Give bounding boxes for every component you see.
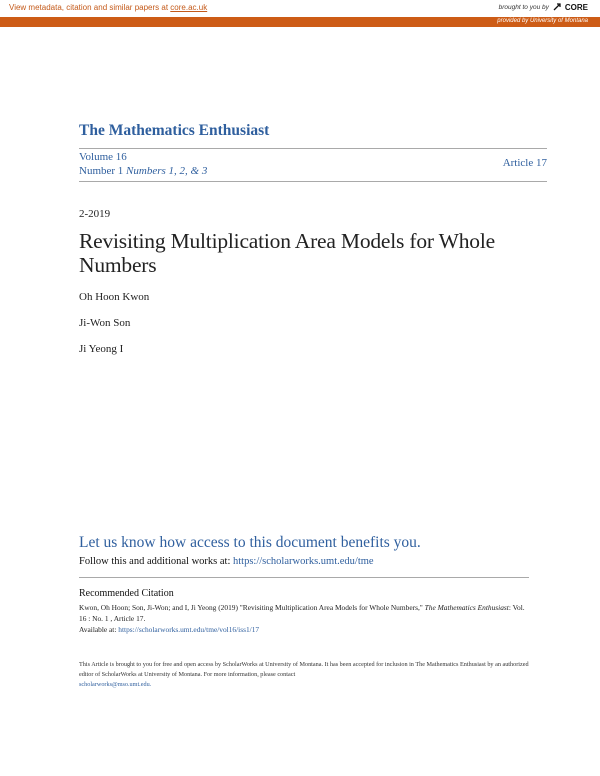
citation-text [79, 602, 529, 635]
feedback-link[interactable]: Let us know how access to this document benefits you. [79, 534, 421, 551]
provided-by-bar [0, 17, 600, 27]
core-logo-text: CORE [564, 2, 588, 12]
issue-number: Number 1 [79, 165, 124, 177]
author-3: Ji Yeong I [79, 343, 124, 355]
paper-title: Revisiting Multiplication Area Models for Whole Numbers [79, 229, 495, 277]
follow-text: Follow this and additional works at: [79, 556, 231, 567]
provided-by-text: provided by University of Montana [497, 18, 588, 24]
citation-main: Kwon, Oh Hoon; Son, Ji-Won; and I, Ji Yeong (2019) "Revisiting Multiplication Area Models for Whole Numbers," [79, 603, 423, 612]
publication-date: 2-2019 [79, 208, 111, 220]
follow-url[interactable]: https://scholarworks.umt.edu/tme [233, 556, 374, 567]
footer-notice [79, 660, 529, 690]
issue-numbers: Numbers 1, 2, & 3 [126, 165, 208, 177]
core-metadata-text: View metadata, citation and similar papers at [9, 3, 169, 12]
footer-text: This Article is brought to you for free and open access by ScholarWorks at University of Montana. It has been accepted for inclusion in The Mathematics Enthusiast by an authorized editor of ScholarWorks at University of Montana. For more information, please contact [79, 661, 529, 678]
core-brought-by[interactable] [499, 2, 588, 12]
contact-email[interactable]: scholarworks@mso.umt.edu. [79, 681, 152, 688]
recommended-citation-heading: Recommended Citation [79, 588, 174, 599]
citation-rest: : Vol. 16 : No. 1 , Article 17. [79, 603, 525, 623]
issue-line[interactable] [79, 165, 207, 177]
journal-name[interactable]: The Mathematics Enthusiast [79, 122, 270, 139]
header-rule-bottom [79, 181, 547, 182]
core-metadata-link[interactable] [9, 3, 207, 12]
available-url[interactable]: https://scholarworks.umt.edu/tme/vol16/iss1/17 [118, 625, 260, 634]
author-1: Oh Hoon Kwon [79, 291, 150, 303]
brought-by-text: brought to you by [498, 3, 549, 11]
volume-link[interactable]: Volume 16 [79, 151, 127, 163]
core-logo-icon [552, 2, 562, 12]
core-link[interactable]: core.ac.uk [170, 3, 208, 12]
citation-rule [79, 577, 529, 578]
core-banner [0, 0, 600, 17]
citation-journal: The Mathematics Enthusiast [424, 603, 509, 612]
author-2: Ji-Won Son [79, 317, 131, 329]
follow-line [79, 556, 374, 567]
header-rule-top [79, 148, 547, 149]
article-number[interactable]: Article 17 [502, 157, 547, 169]
available-label: Available at: [79, 625, 117, 634]
